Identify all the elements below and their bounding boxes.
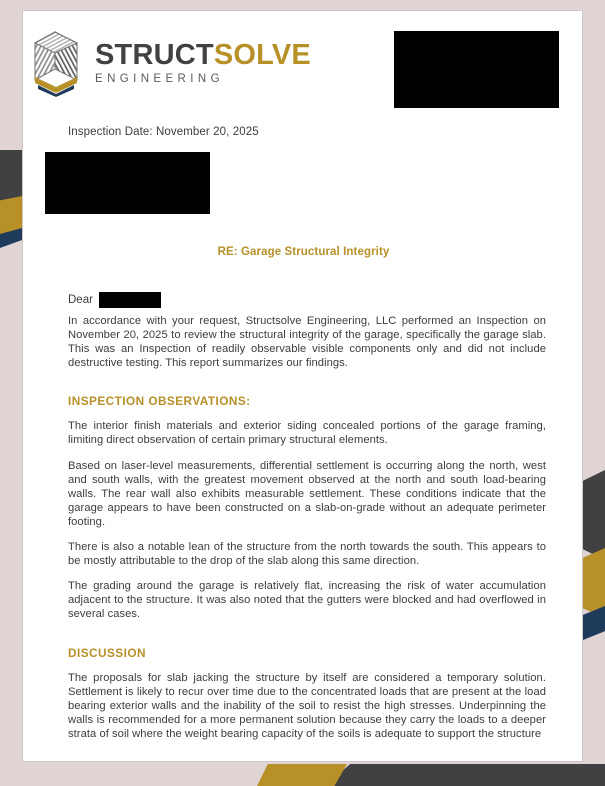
paragraph: Based on laser-level measurements, differential settlement is occurring along the north, west and south walls, with the greatest movement observed at the north and south load-bearing walls. The rear wall also exhibits measurable settlement. These conditions indicate that the garage appears to have been constructed on a slab-on-grade without an adequate perimeter footing. (68, 459, 546, 528)
document-page (22, 10, 583, 762)
bottom-band-charcoal (325, 764, 605, 786)
accent-segment-navy (583, 606, 605, 640)
accent-segment-charcoal (583, 470, 605, 560)
section-heading-inspection-observations: INSPECTION OBSERVATIONS: (68, 394, 251, 409)
letter-body (23, 126, 584, 741)
inspection-date-line: Inspection Date: November 20, 2025 (68, 126, 259, 138)
section-heading-discussion: DISCUSSION (68, 645, 146, 660)
letter-content-column (68, 314, 546, 741)
hexagonal-building-logo-icon (31, 29, 83, 97)
paragraph: The proposals for slab jacking the structure by itself are considered a temporary solution. Settlement is likely to recur over time due to the concentrated loads that are present at the load bearing exterior walls and the inability of the soil to resist the high stresses. Underpinning the walls is recommended for a more permanent solution because they carry the loads to a deeper strata of soil where the weight bearing capacity of the soils is adequate to support the structure (68, 671, 546, 740)
brand-name (95, 38, 311, 71)
paragraph: The interior finish materials and exterior siding concealed portions of the garage framing, limiting direct observation of certain primary structural elements. (68, 420, 546, 447)
subject-line: RE: Garage Structural Integrity (217, 246, 390, 258)
redacted-recipient-address (45, 152, 210, 214)
brand-name-primary: STRUCT (95, 38, 214, 71)
bottom-band-gold (257, 764, 347, 786)
brand-name-secondary: SOLVE (213, 38, 311, 71)
left-decorative-accent-bar (0, 0, 22, 786)
redacted-recipient-name (99, 292, 161, 308)
intro-paragraph: In accordance with your request, Structsolve Engineering, LLC performed an Inspection on November 20, 2025 to review the structural integrity of the garage, specifically the garage slab. This was an Inspection of readily observable visible components only and did not include destructive testing. This report summarizes our findings. (68, 315, 546, 370)
brand-text (95, 38, 311, 86)
paragraph: There is also a notable lean of the structure from the north towards the south. This appears to be mostly attributable to the drop of the slab along this same direction. (68, 541, 546, 568)
brand-subtitle: ENGINEERING (95, 72, 224, 85)
salutation-row (68, 292, 584, 308)
brand-lockup (31, 29, 311, 97)
letterhead (23, 11, 584, 126)
redacted-letterhead-block (394, 31, 559, 108)
bottom-decorative-strip (0, 764, 605, 786)
paragraph: The grading around the garage is relatively flat, increasing the risk of water accumulation adjacent to the structure. It was also noted that the gutters were blocked and had overflowed in several cases. (68, 580, 546, 621)
right-decorative-accent-bar (583, 0, 605, 786)
salutation-label: Dear (68, 294, 93, 306)
